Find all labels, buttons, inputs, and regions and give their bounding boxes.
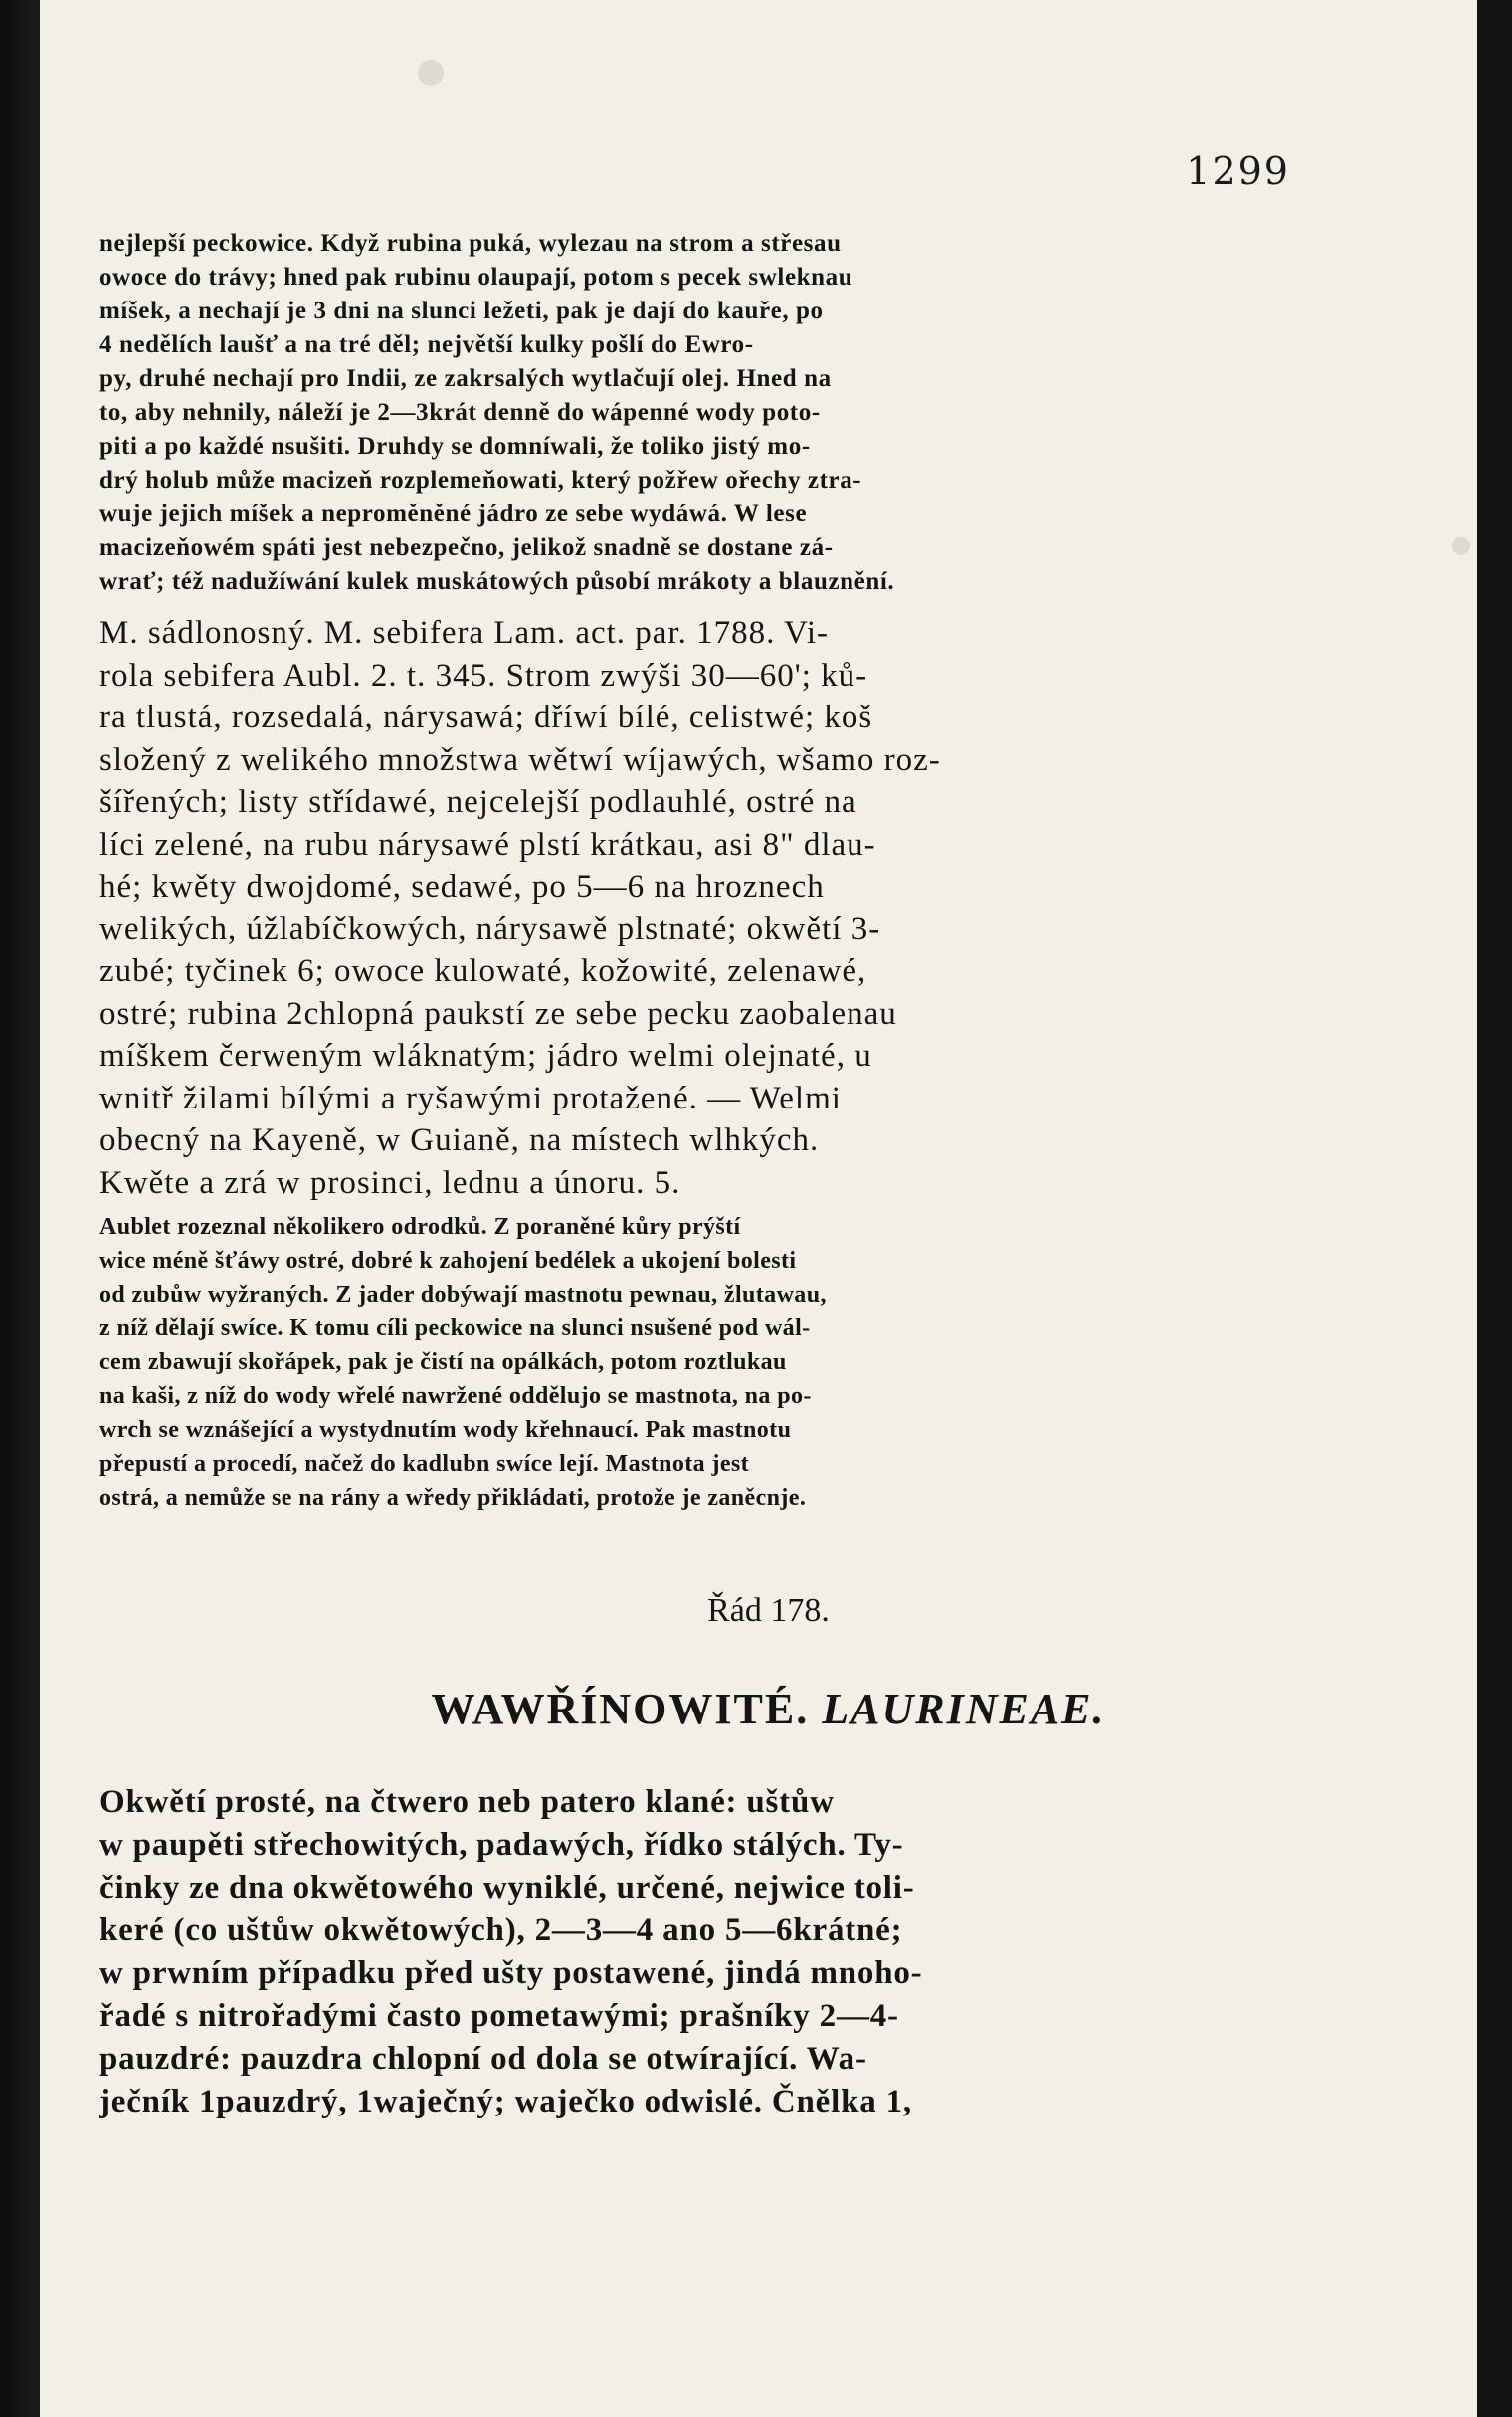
paragraph-usage-note — [99, 1210, 1224, 1514]
paper-stain — [418, 60, 444, 86]
text-line: míšek, a nechají je 3 dni na slunci ležeti, pak je dají do kauře, po — [99, 298, 824, 324]
text-line: z níž dělají swíce. K tomu cíli peckowice na slunci nsušené pod wál- — [99, 1315, 811, 1341]
text-line: owoce do trávy; hned pak rubinu olaupají, potom s pecek swleknau — [99, 264, 853, 291]
text-line: ostrá, a nemůže se na rány a wředy přikládati, protože je zaněcnje. — [99, 1485, 807, 1511]
page-number: 1299 — [1186, 149, 1290, 193]
text-line: zubé; tyčinek 6; owoce kulowaté, kožowité, zelenawé, — [99, 953, 867, 989]
text-line: šířených; listy střídawé, nejcelejší podlauhlé, ostré na — [99, 784, 857, 820]
text-line: nejlepší peckowice. Když rubina puká, wylezau na strom a střesau — [99, 230, 842, 257]
text-line: přepustí a procedí, načež do kadlubn swíce lejí. Mastnota jest — [99, 1451, 750, 1477]
book-page — [40, 0, 1477, 2417]
text-line: keré (co uštůw okwětowých), 2—3—4 ano 5—6krátné; — [99, 1913, 903, 1948]
text-line: wice méně šťáwy ostré, dobré k zahojení bedélek a ukojení bolesti — [99, 1248, 797, 1274]
text-line: M. sádlonosný. M. sebifera Lam. act. par. 1788. Vi- — [99, 615, 830, 651]
text-line: rola sebifera Aubl. 2. t. 345. Strom zwýši 30—60'; ků- — [99, 657, 868, 694]
text-line: míškem čerweným wláknatým; jádro welmi olejnaté, u — [99, 1038, 872, 1074]
family-name-czech: WAWŘÍNOWITÉ. — [431, 1685, 810, 1733]
family-heading — [40, 1684, 1477, 1734]
text-line: Okwětí prosté, na čtwero neb patero klané: uštůw — [99, 1784, 835, 1820]
paragraph-nutmeg-cultivation — [99, 227, 1224, 599]
paragraph-family-description — [99, 1781, 1224, 2123]
text-line: wrať; též nadužíwání kulek muskátowých působí mrákoty a blauznění. — [99, 568, 895, 595]
text-line: w prwním případku před ušty postawené, jindá mnoho- — [99, 1955, 923, 1991]
text-line: py, druhé nechají pro Indii, ze zakrsalých wytlačují olej. Hned na — [99, 365, 832, 392]
text-line: welikých, úžlabíčkowých, nárysawě plstnaté; okwětí 3- — [99, 910, 881, 947]
text-line: obecný na Kayeně, w Guianě, na místech wlhkých. — [99, 1122, 820, 1158]
text-line: od zubůw wyžraných. Z jader dobýwají mastnotu pewnau, žlutawau, — [99, 1282, 827, 1308]
text-line: 4 nedělích laušť a na tré děl; největší kulky pošlí do Ewro- — [99, 331, 754, 358]
text-line: řadé s nitrořadými často pometawými; prašníky 2—4- — [99, 1998, 899, 2034]
text-line: w paupěti střechowitých, padawých, řídko stálých. Ty- — [99, 1827, 904, 1863]
text-line: piti a po každé nsušiti. Druhdy se domníwali, že toliko jistý mo- — [99, 433, 811, 460]
paragraph-species-description — [99, 612, 1224, 1204]
text-line: činky ze dna okwětowého wyniklé, určené, nejwice toli- — [99, 1870, 915, 1906]
text-line: ostré; rubina 2chlopná paukstí ze sebe pecku zaobalenau — [99, 995, 897, 1032]
paper-stain — [1452, 537, 1470, 555]
text-line: wuje jejich míšek a neproměněné jádro ze sebe wydáwá. W lese — [99, 501, 808, 527]
page-edge-shadow — [0, 0, 40, 2417]
text-line: hé; kwěty dwojdomé, sedawé, po 5—6 na hroznech — [99, 869, 825, 905]
text-line: cem zbawují skořápek, pak je čistí na opálkách, potom roztlukau — [99, 1349, 787, 1375]
text-line: líci zelené, na rubu nárysawé plstí krátkau, asi 8" dlau- — [99, 826, 876, 863]
text-line: macizeňowém spáti jest nebezpečno, jelikož snadně se dostane zá- — [99, 534, 834, 561]
text-line: ra tlustá, rozsedalá, nárysawá; dříwí bílé, celistwé; koš — [99, 700, 873, 735]
order-heading: Řád 178. — [707, 1592, 830, 1629]
text-line: ječník 1pauzdrý, 1waječný; waječko odwislé. Čnělka 1, — [99, 2084, 912, 2119]
text-line: wrch se wznášející a wystydnutím wody křehnaucí. Pak mastnotu — [99, 1417, 792, 1443]
text-line: pauzdré: pauzdra chlopní od dola se otwírající. Wa- — [99, 2041, 867, 2077]
family-name-latin: LAURINEAE. — [822, 1685, 1106, 1733]
text-line: to, aby nehnily, náleží je 2—3krát denně do wápenné wody poto- — [99, 399, 821, 426]
text-line: na kaši, z níž do wody wřelé nawržené oddělujo se mastnota, na po- — [99, 1383, 812, 1409]
text-line: složený z welikého množstwa wětwí wíjawých, wšamo roz- — [99, 741, 941, 778]
text-line: wnitř žilami bílými a ryšawými protažené. — Welmi — [99, 1080, 842, 1116]
text-line: Aublet rozeznal několikero odrodků. Z poraněné kůry prýští — [99, 1214, 741, 1240]
text-line: Kwěte a zrá w prosinci, lednu a únoru. 5. — [99, 1164, 681, 1201]
text-line: drý holub může macizeň rozplemeňowati, který požřew ořechy ztra- — [99, 467, 862, 494]
